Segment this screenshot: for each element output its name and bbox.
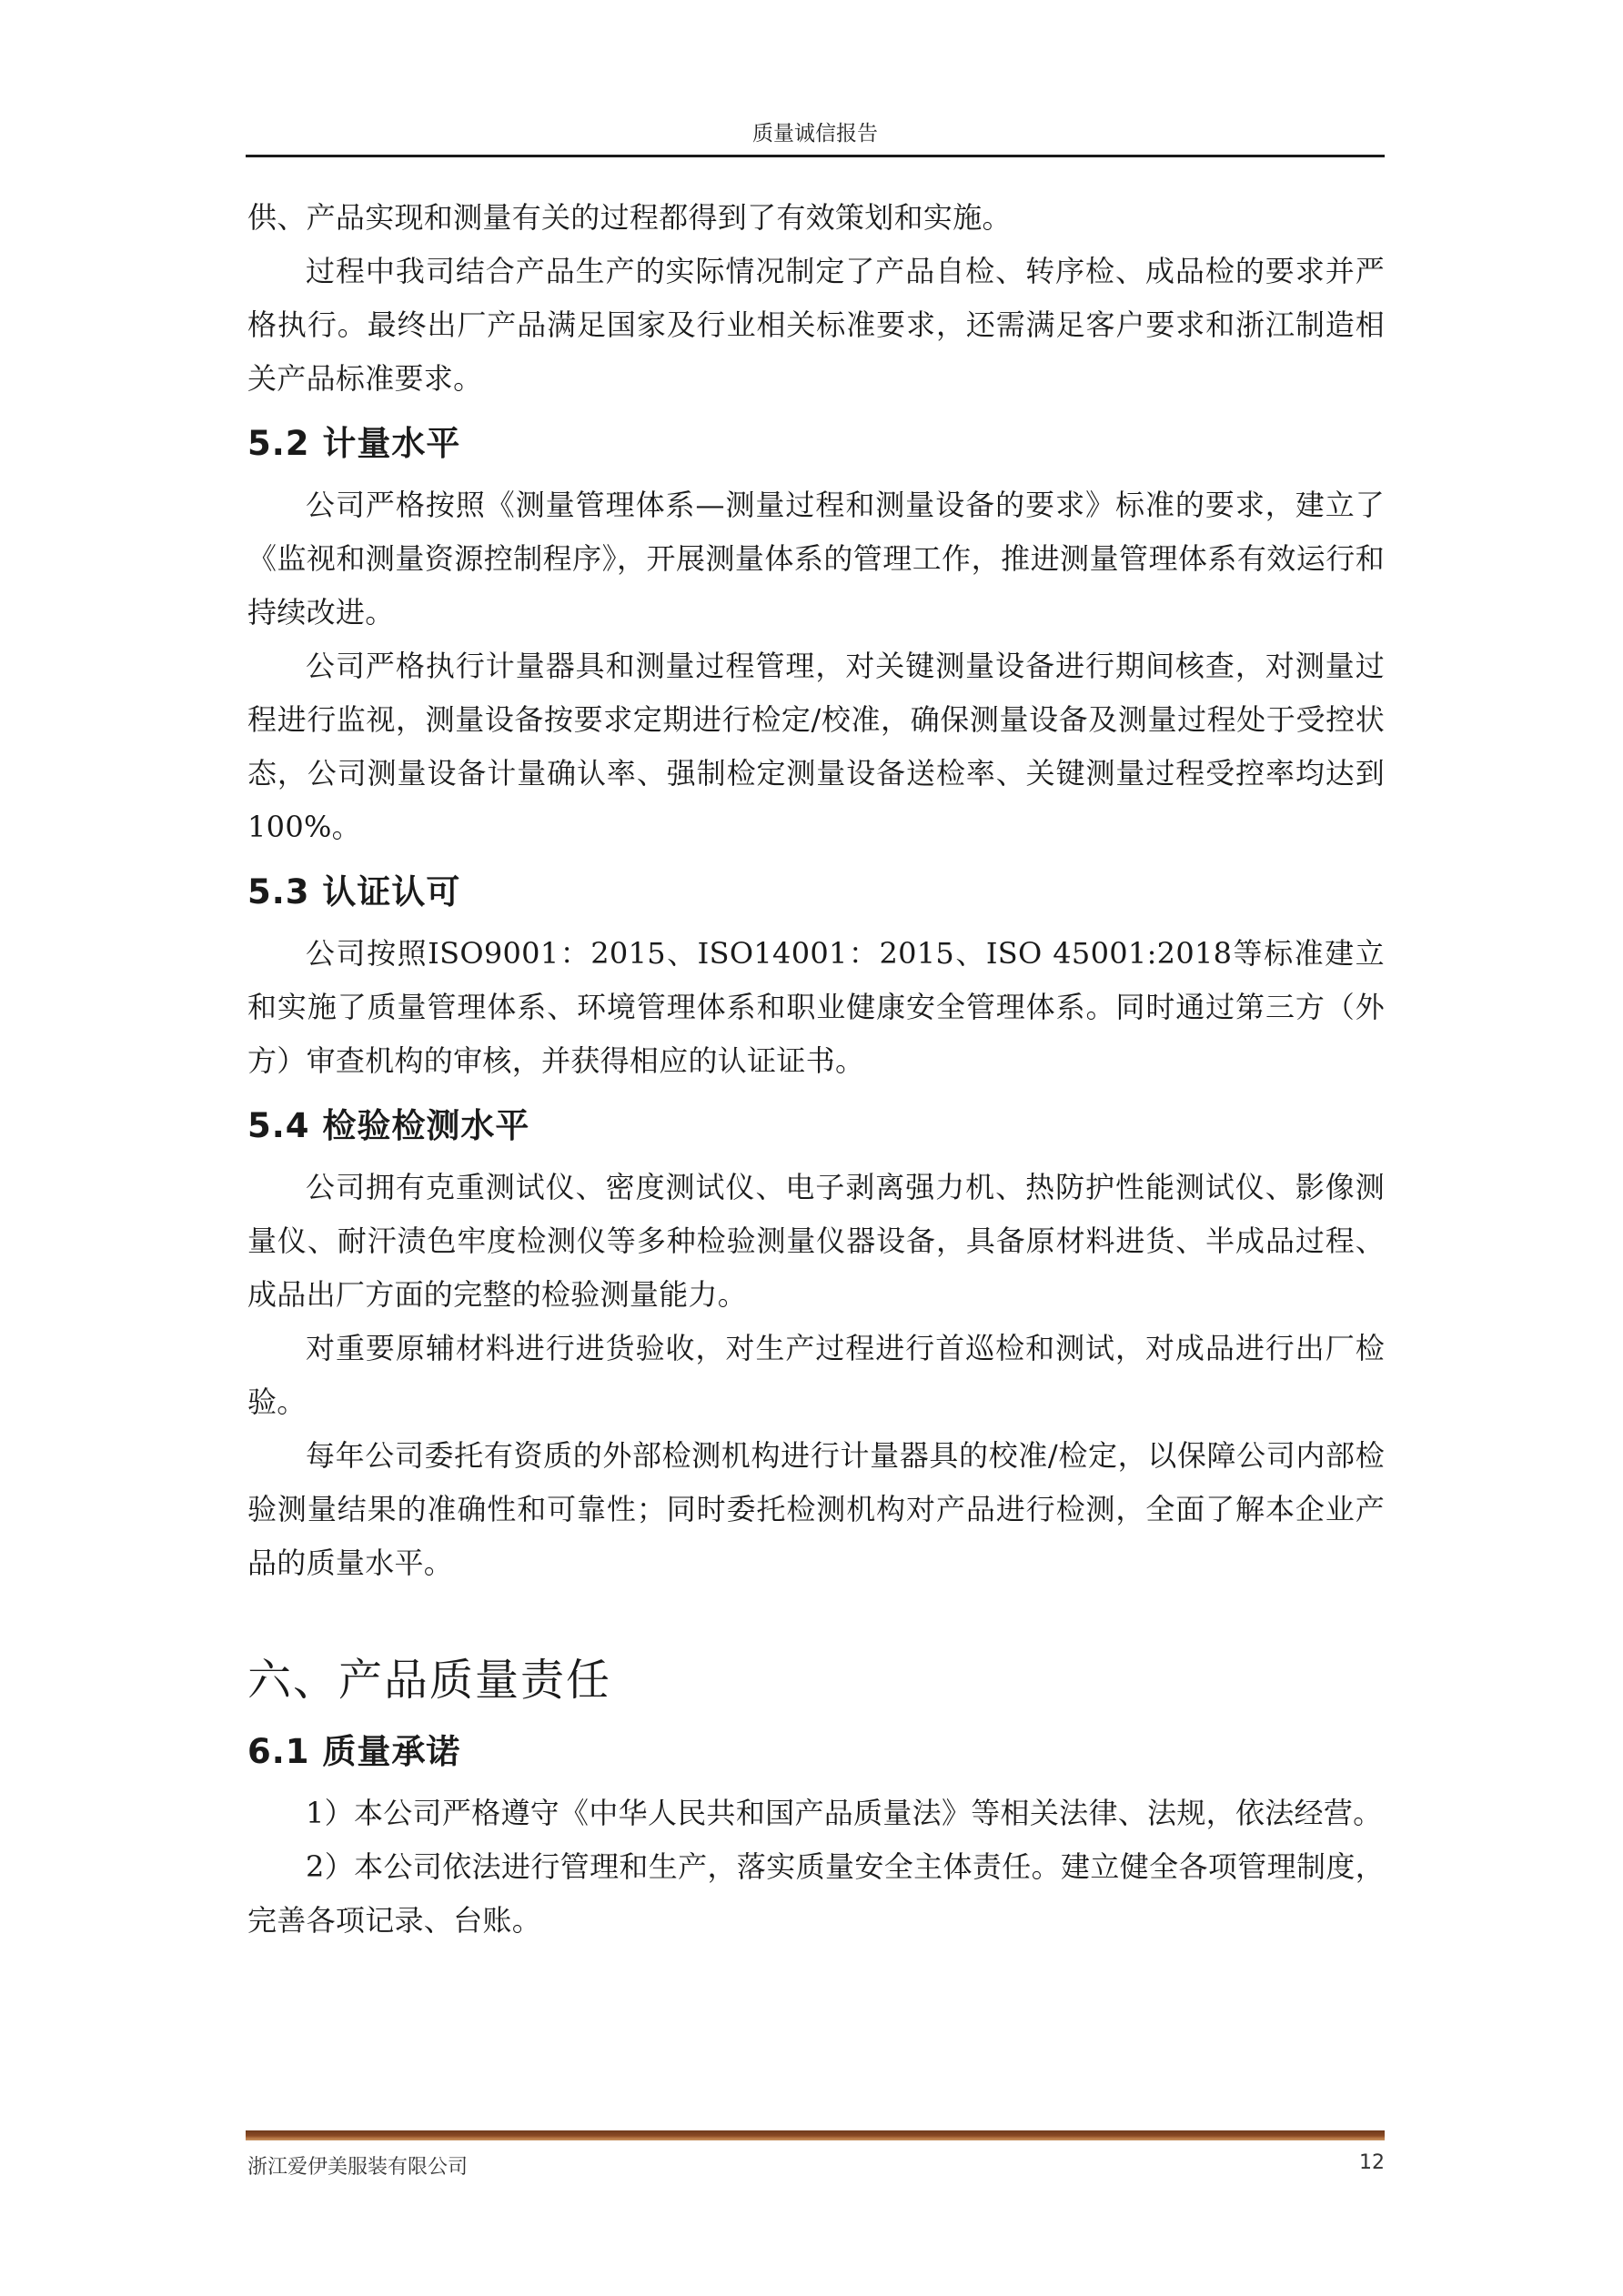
paragraph: 过程中我司结合产品生产的实际情况制定了产品自检、转序检、成品检的要求并严格执行。最终出厂产品满足国家及行业相关标准要求，还需满足客户要求和浙江制造相关产品标准要求。: [247, 254, 1385, 396]
paragraph: 公司按照ISO9001：2015、ISO14001：2015、ISO 45001:2018等标准建立和实施了质量管理体系、环境管理体系和职业健康安全管理体系。同时通过第三方（外方）审查机构的审核，并获得相应的认证证书。: [247, 936, 1385, 1078]
paragraph: 公司拥有克重测试仪、密度测试仪、电子剥离强力机、热防护性能测试仪、影像测量仪、耐汗渍色牢度检测仪等多种检验测量仪器设备，具备原材料进货、半成品过程、成品出厂方面的完整的检验测量能力。: [247, 1170, 1385, 1312]
section-heading-5-2: 5.2 计量水平: [247, 424, 461, 463]
paragraph: 1）本公司严格遵守《中华人民共和国产品质量法》等相关法律、法规，依法经营。: [306, 1796, 1383, 1830]
chapter-heading-6: 六、产品质量责任: [247, 1655, 612, 1706]
paragraph: 2）本公司依法进行管理和生产，落实质量安全主体责任。建立健全各项管理制度，完善各项记录、台账。: [247, 1849, 1385, 1938]
section-heading-6-1: 6.1 质量承诺: [247, 1732, 461, 1771]
section-heading-5-3: 5.3 认证认可: [247, 872, 461, 911]
section-heading-5-4: 5.4 检验检测水平: [247, 1106, 530, 1145]
header-title: 质量诚信报告: [752, 122, 878, 146]
page-header: [246, 107, 1385, 157]
paragraph: 每年公司委托有资质的外部检测机构进行计量器具的校准/检定，以保障公司内部检验测量结果的准确性和可靠性；同时委托检测机构对产品进行检测，全面了解本企业产品的质量水平。: [247, 1438, 1385, 1580]
paragraph: 公司严格执行计量器具和测量过程管理，对关键测量设备进行期间核查，对测量过程进行监视，测量设备按要求定期进行检定/校准，确保测量设备及测量过程处于受控状态，公司测量设备计量确认率、强制检定测量设备送检率、关键测量过程受控率均达到100%。: [247, 649, 1385, 844]
paragraph: 公司严格按照《测量管理体系—测量过程和测量设备的要求》标准的要求，建立了《监视和测量资源控制程序》，开展测量体系的管理工作，推进测量管理体系有效运行和持续改进。: [247, 488, 1385, 629]
paragraph: 供、产品实现和测量有关的过程都得到了有效策划和实施。: [247, 200, 1012, 235]
footer-divider: [246, 2130, 1385, 2140]
page-number: 12: [1359, 2151, 1385, 2174]
document-body: [247, 191, 1385, 1948]
paragraph: 对重要原辅材料进行进货验收，对生产过程进行首巡检和测试，对成品进行出厂检验。: [247, 1331, 1385, 1419]
footer-company-name: 浙江爱伊美服装有限公司: [247, 2156, 469, 2179]
